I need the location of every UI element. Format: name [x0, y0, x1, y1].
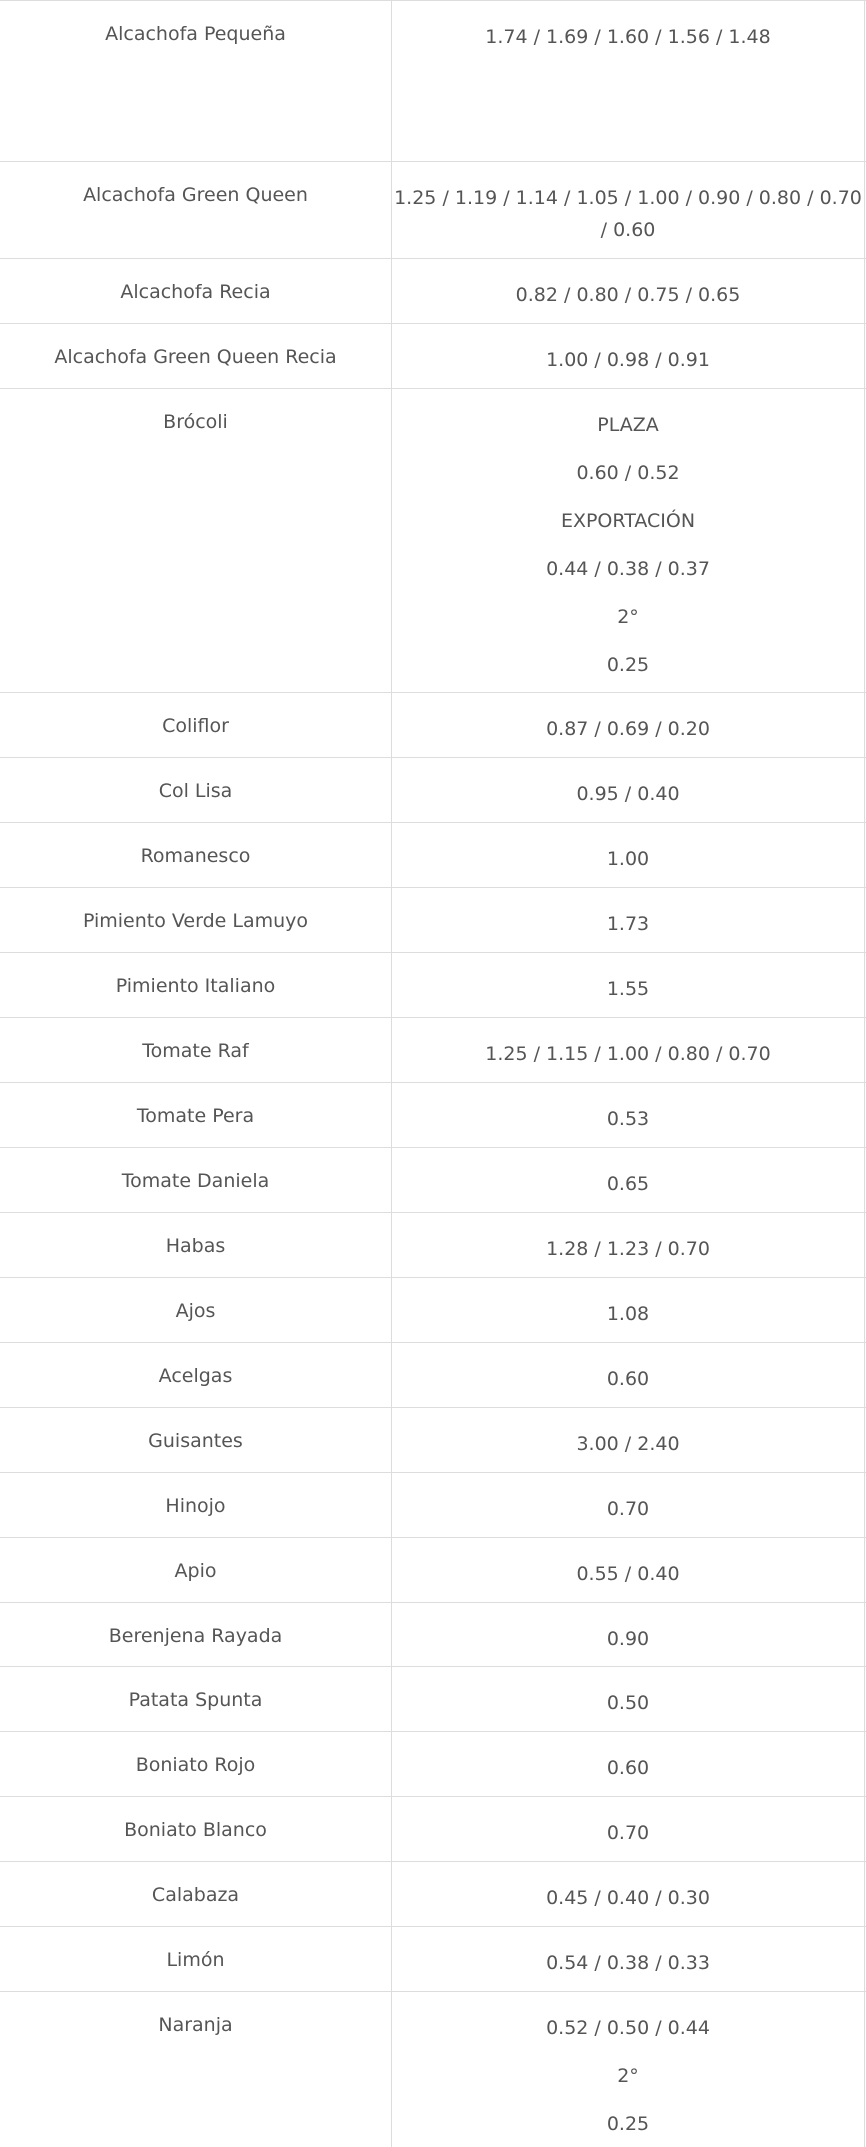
- price-cell: [392, 1168, 864, 1200]
- price-cell: [392, 1233, 864, 1265]
- table-row: [0, 1342, 866, 1407]
- price-line: 1.55: [606, 978, 650, 1000]
- table-row: [0, 258, 866, 323]
- price-line: 0.25: [606, 2113, 650, 2135]
- price-cell: [392, 409, 864, 681]
- table-row: [0, 692, 866, 757]
- product-name: Habas: [165, 1235, 226, 1257]
- price-cell: [392, 1623, 864, 1655]
- table-right-border: [864, 0, 865, 2147]
- product-name: Tomate Pera: [136, 1105, 255, 1127]
- product-name: Pimiento Verde Lamuyo: [82, 910, 309, 932]
- price-cell: [392, 1363, 864, 1395]
- product-name: Boniato Rojo: [135, 1754, 256, 1776]
- price-cell: [392, 1947, 864, 1979]
- product-name: Berenjena Rayada: [108, 1625, 283, 1647]
- price-line: 0.82 / 0.80 / 0.75 / 0.65: [515, 284, 741, 306]
- price-cell: [392, 1298, 864, 1330]
- price-cell: [392, 279, 864, 311]
- table-row: [0, 161, 866, 258]
- product-name: Romanesco: [140, 845, 251, 867]
- price-cell: [392, 2012, 864, 2140]
- table-row: [0, 1602, 866, 1666]
- table-row: [0, 1212, 866, 1277]
- product-name: Alcachofa Recia: [120, 281, 271, 303]
- price-line: 1.28 / 1.23 / 0.70: [546, 1238, 710, 1260]
- price-cell: [392, 1687, 864, 1719]
- price-cell: [392, 908, 864, 940]
- table-row: [0, 1666, 866, 1731]
- price-line: 0.54 / 0.38 / 0.33: [546, 1952, 710, 1974]
- price-line: 2°: [617, 606, 639, 628]
- price-cell: [392, 973, 864, 1005]
- product-name: Col Lisa: [158, 780, 233, 802]
- price-line: 1.73: [606, 913, 650, 935]
- table-row: [0, 757, 866, 822]
- product-name: Limón: [166, 1949, 225, 1971]
- table-row: [0, 1407, 866, 1472]
- price-cell: [392, 1103, 864, 1135]
- price-line: 0.70: [606, 1498, 650, 1520]
- price-cell: [392, 843, 864, 875]
- product-name: Boniato Blanco: [124, 1819, 267, 1841]
- price-line: EXPORTACIÓN: [560, 510, 696, 532]
- product-name: Calabaza: [151, 1884, 240, 1906]
- product-name: Acelgas: [158, 1365, 233, 1387]
- price-line: 0.52 / 0.50 / 0.44: [546, 2017, 710, 2039]
- product-name: Coliflor: [162, 715, 229, 737]
- product-name: Tomate Daniela: [121, 1170, 270, 1192]
- column-divider: [391, 0, 392, 2147]
- table-row: [0, 323, 866, 388]
- product-name: Tomate Raf: [142, 1040, 249, 1062]
- price-cell: [392, 1558, 864, 1590]
- price-cell: [392, 1038, 864, 1070]
- price-cell: [392, 1817, 864, 1849]
- price-line: 0.95 / 0.40: [576, 783, 680, 805]
- product-name: Guisantes: [148, 1430, 243, 1452]
- table-row: [0, 388, 866, 692]
- table-row: [0, 1472, 866, 1537]
- price-line: 1.08: [606, 1303, 650, 1325]
- price-line: 0.44 / 0.38 / 0.37: [546, 558, 710, 580]
- price-line: 0.55 / 0.40: [576, 1563, 680, 1585]
- table-row: [0, 887, 866, 952]
- product-name: Alcachofa Green Queen: [83, 184, 308, 206]
- product-name: Brócoli: [163, 411, 228, 433]
- price-line: 2°: [617, 2065, 639, 2087]
- table-row: [0, 1991, 866, 2147]
- product-name: Ajos: [175, 1300, 216, 1322]
- product-name: Alcachofa Green Queen Recia: [54, 346, 337, 368]
- table-row: [0, 1926, 866, 1991]
- product-name: Pimiento Italiano: [115, 975, 276, 997]
- table-row: [0, 1861, 866, 1926]
- price-cell: [392, 1752, 864, 1784]
- product-name: Hinojo: [165, 1495, 226, 1517]
- price-line: 0.60: [606, 1368, 650, 1390]
- price-line: 1.25 / 1.15 / 1.00 / 0.80 / 0.70: [485, 1043, 771, 1065]
- price-line: 1.00: [606, 848, 650, 870]
- table-row: [0, 1731, 866, 1796]
- price-cell: [392, 21, 864, 53]
- price-line: 3.00 / 2.40: [576, 1433, 680, 1455]
- price-cell: [392, 344, 864, 376]
- product-name: Apio: [174, 1560, 217, 1582]
- table-row: [0, 952, 866, 1017]
- price-line: 1.74 / 1.69 / 1.60 / 1.56 / 1.48: [485, 26, 771, 48]
- price-cell: [392, 182, 864, 246]
- price-line: 0.65: [606, 1173, 650, 1195]
- price-line: 0.90: [606, 1628, 650, 1650]
- product-name: Alcachofa Pequeña: [105, 23, 286, 45]
- table-row: [0, 1277, 866, 1342]
- price-cell: [392, 1428, 864, 1460]
- table-row: [0, 1537, 866, 1602]
- product-name: Patata Spunta: [128, 1689, 263, 1711]
- price-line: 0.45 / 0.40 / 0.30: [546, 1887, 710, 1909]
- price-line: 0.87 / 0.69 / 0.20: [546, 718, 710, 740]
- price-line: 0.53: [606, 1108, 650, 1130]
- price-line: 0.25: [606, 654, 650, 676]
- price-line: PLAZA: [597, 414, 659, 436]
- table-row: [0, 1082, 866, 1147]
- price-line: / 0.60: [600, 219, 656, 241]
- table-row: [0, 0, 866, 161]
- price-line: 1.25 / 1.19 / 1.14 / 1.05 / 1.00 / 0.90 / 0.80 / 0.70: [394, 187, 862, 209]
- table-row: [0, 1796, 866, 1861]
- table-row: [0, 1017, 866, 1082]
- price-cell: [392, 778, 864, 810]
- price-cell: [392, 1882, 864, 1914]
- price-line: 1.00 / 0.98 / 0.91: [546, 349, 710, 371]
- price-line: 0.60: [606, 1757, 650, 1779]
- price-line: 0.50: [606, 1692, 650, 1714]
- product-name: Naranja: [158, 2014, 233, 2036]
- table-row: [0, 1147, 866, 1212]
- price-cell: [392, 713, 864, 745]
- price-cell: [392, 1493, 864, 1525]
- price-line: 0.70: [606, 1822, 650, 1844]
- price-line: 0.60 / 0.52: [576, 462, 680, 484]
- table-row: [0, 822, 866, 887]
